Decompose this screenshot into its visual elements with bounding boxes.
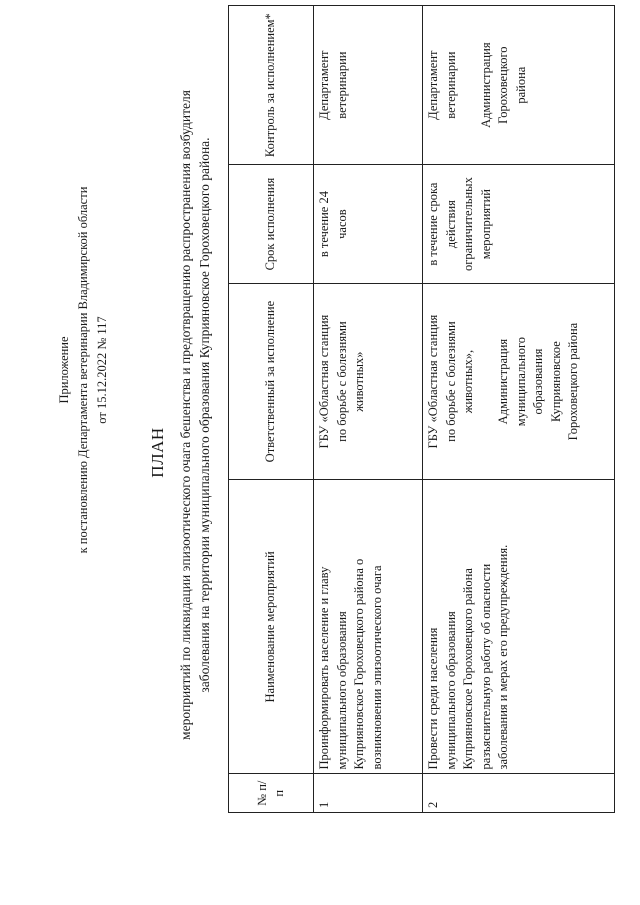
cell-line: муниципального образования bbox=[334, 611, 349, 770]
cell-line: разъяснительную работу об опасности bbox=[478, 563, 493, 770]
cell-line: заболевания и мерах его предупреждения. bbox=[496, 544, 510, 770]
row-number: 1 bbox=[314, 774, 423, 813]
appendix-header bbox=[55, 110, 112, 630]
cell-line: ветеринарии bbox=[334, 51, 349, 119]
table-header-row bbox=[229, 6, 314, 813]
header-measures: Наименование мероприятий bbox=[229, 480, 314, 774]
cell-line bbox=[460, 10, 478, 160]
cell-line: Департамент bbox=[426, 50, 440, 120]
cell-line: ветеринарии bbox=[443, 51, 458, 119]
row-responsible bbox=[314, 283, 423, 479]
table-row bbox=[314, 6, 423, 813]
cell-line: часов bbox=[334, 209, 349, 239]
cell-line: в течение срока bbox=[426, 182, 440, 266]
plan-table bbox=[228, 5, 615, 813]
cell-line: ограничительных bbox=[461, 177, 475, 271]
cell-line: Куприяновское Гороховецкого района bbox=[461, 568, 475, 770]
cell-line: животных» bbox=[352, 351, 366, 412]
appendix-label: Приложение bbox=[57, 336, 71, 404]
cell-line: возникновении эпизоотического очага bbox=[369, 565, 384, 770]
cell-line: муниципального образования bbox=[443, 611, 458, 770]
cell-line: Проинформировать население и главу bbox=[317, 566, 331, 770]
row-number: 2 bbox=[423, 774, 615, 813]
row-deadline bbox=[423, 165, 615, 284]
cell-line: мероприятий bbox=[478, 189, 493, 260]
cell-line: муниципального bbox=[513, 336, 528, 427]
document-title: ПЛАН bbox=[148, 427, 167, 478]
cell-line: Администрация bbox=[496, 338, 510, 425]
cell-line: Куприяновское bbox=[548, 341, 563, 422]
appendix-date-number: от 15.12.2022 № 117 bbox=[95, 316, 109, 424]
cell-line: ГБУ «Областная станция bbox=[317, 314, 331, 449]
cell-line: Гороховецкого района bbox=[566, 322, 580, 441]
cell-line: по борьбе с болезнями bbox=[443, 321, 458, 442]
subtitle-line-1: мероприятий по ликвидации эпизоотического очага бешенства и предотвращению распространения возбудителя bbox=[178, 90, 193, 740]
table-row bbox=[423, 6, 615, 813]
cell-line: Куприяновское Гороховецкого района о bbox=[352, 558, 366, 770]
header-deadline: Срок исполнения bbox=[229, 165, 314, 284]
cell-line: Администрация bbox=[478, 42, 493, 128]
row-deadline bbox=[314, 165, 423, 284]
header-control: Контроль за исполнением* bbox=[229, 6, 314, 165]
cell-line: по борьбе с болезнями bbox=[334, 321, 349, 442]
document-subtitle bbox=[176, 85, 214, 745]
cell-line bbox=[478, 288, 496, 475]
cell-line: Гороховецкого bbox=[496, 46, 510, 124]
cell-line: в течение 24 bbox=[317, 191, 331, 258]
header-responsible: Ответственный за исполнение bbox=[229, 283, 314, 479]
cell-line: животных», bbox=[461, 349, 475, 414]
cell-line: ГБУ «Областная станция bbox=[426, 314, 440, 449]
cell-line: Департамент bbox=[317, 50, 331, 120]
appendix-resolution: к постановлению Департамента ветеринарии Владимирской области bbox=[76, 186, 90, 554]
row-measure bbox=[314, 480, 423, 774]
cell-line: района bbox=[513, 66, 528, 104]
cell-line: действия bbox=[443, 200, 458, 249]
row-control bbox=[314, 6, 423, 165]
row-control bbox=[423, 6, 615, 165]
header-number: № п/п bbox=[229, 774, 314, 813]
row-responsible bbox=[423, 283, 615, 479]
row-measure bbox=[423, 480, 615, 774]
cell-line: Провести среди населения bbox=[426, 627, 440, 770]
subtitle-line-2: заболевания на территории муниципального образования Куприяновское Гороховецкого района. bbox=[197, 137, 212, 693]
cell-line: образования bbox=[531, 348, 545, 415]
